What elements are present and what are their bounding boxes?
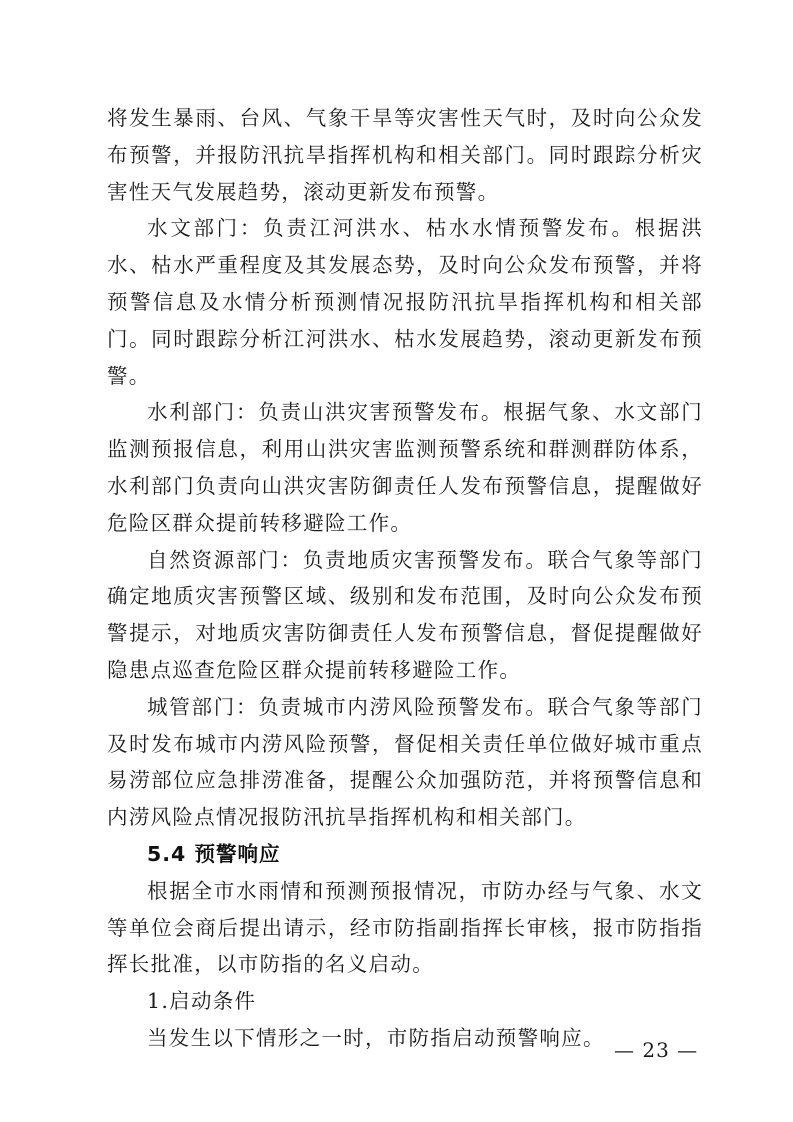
page-body (107, 100, 703, 1057)
paragraph-natural-resources: 自然资源部门：负责地质灾害预警发布。联合气象等部门确定地质灾害预警区域、级别和发布范围，及时向公众发布预警提示，对地质灾害防御责任人发布预警信息，督促提醒做好隐患点巡查危险区群众提前转移避险工作。 (107, 547, 703, 682)
section-heading-warning-response: 5.4 预警响应 (147, 841, 281, 866)
paragraph-hydrology: 水文部门：负责江河洪水、枯水水情预警发布。根据洪水、枯水严重程度及其发展态势，及时向公众发布预警，并将预警信息及水情分析预测情况报防汛抗旱指挥机构和相关部门。同时跟踪分析江河洪水、枯水发展趋势，滚动更新发布预警。 (107, 216, 703, 388)
subheading-trigger-conditions: 1.启动条件 (147, 989, 257, 1014)
paragraph-meteorology-continued: 将发生暴雨、台风、气象干旱等灾害性天气时，及时向公众发布预警，并报防汛抗旱指挥机构和相关部门。同时跟踪分析灾害性天气发展趋势，滚动更新发布预警。 (107, 106, 703, 204)
paragraph-trigger-intro: 当发生以下情形之一时，市防指启动预警响应。 (147, 1025, 605, 1050)
paragraph-response-procedure: 根据全市水雨情和预测预报情况，市防办经与气象、水文等单位会商后提出请示，经市防指副指挥长审核，报市防指指挥长批准，以市防指的名义启动。 (107, 878, 703, 977)
page-number: — 23 — (614, 1038, 699, 1062)
paragraph-urban-management: 城管部门：负责城市内涝风险预警发布。联合气象等部门及时发布城市内涝风险预警，督促相关责任单位做好城市重点易涝部位应急排涝准备，提醒公众加强防范，并将预警信息和内涝风险点情况报防汛抗旱指挥机构和相关部门。 (107, 694, 703, 830)
paragraph-water-resources: 水利部门：负责山洪灾害预警发布。根据气象、水文部门监测预报信息，利用山洪灾害监测预警系统和群测群防体系，水利部门负责向山洪灾害防御责任人发布预警信息，提醒做好危险区群众提前转移避险工作。 (107, 400, 703, 535)
